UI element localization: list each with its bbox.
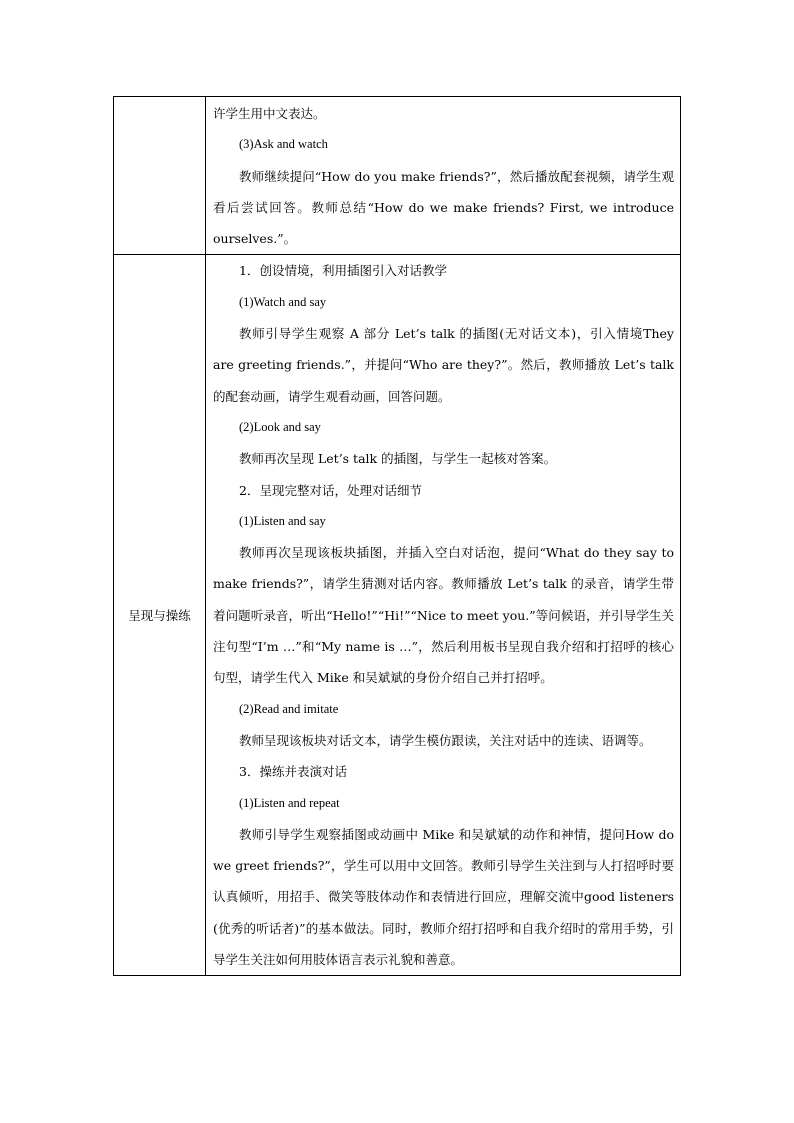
section-heading-3: 3．操练并表演对话 <box>239 764 347 780</box>
lesson-plan-table <box>113 96 681 976</box>
paragraph-listen-and-say: 教师再次呈现该板块插图，并插入空白对话泡，提问“What do they say to make friends?”，请学生猜测对话内容。教师播放 Let’s talk 的录音，请学生带着问题听录音，听出“Hello!”“Hi!”“Nice to meet you.”等问候语，并引导学生关注句型“I’m …”和“My name is …”，然后利用板书呈现自我介绍和打招呼的核心句型，请学生代入 Mike 和吴斌斌的身份介绍自己并打招呼。 <box>213 545 674 686</box>
table-row <box>114 255 681 976</box>
section-heading-2: 2．呈现完整对话，处理对话细节 <box>239 482 422 498</box>
paragraph-watch-and-say: 教师引导学生观察 A 部分 Let’s talk 的插图(无对话文本)，引入情境They are greeting friends.”，并提问“Who are they?”。然后，教师播放 Let’s talk 的配套动画，请学生观看动画，回答问题。 <box>213 326 674 404</box>
step-heading-look-and-say: (2)Look and say <box>239 419 321 434</box>
paragraph-ask-and-watch: 教师继续提问“How do you make friends?”，然后播放配套视频，请学生观看后尝试回答。教师总结“How do we make friends? First, we introduce ourselves.”。 <box>213 168 674 247</box>
stage-label-cell <box>114 97 206 255</box>
content-cell <box>206 255 681 976</box>
paragraph-listen-and-repeat: 教师引导学生观察插图或动画中 Mike 和吴斌斌的动作和神情，提问How do we greet friends?”，学生可以用中文回答。教师引导学生关注到与人打招呼时要认真倾听，用招手、微笑等肢体动作和表情进行回应，理解交流中good listeners (优秀的听话者)”的基本做法。同时，教师介绍打招呼和自我介绍时的常用手势，引导学生关注如何用肢体语言表示礼貌和善意。 <box>213 826 674 968</box>
section-heading-1: 1．创设情境，利用插图引入对话教学 <box>239 263 447 279</box>
step-heading-listen-and-repeat: (1)Listen and repeat <box>239 795 340 810</box>
step-heading-ask-and-watch: (3)Ask and watch <box>239 137 328 152</box>
step-heading-watch-and-say: (1)Watch and say <box>239 294 327 309</box>
step-heading-listen-and-say: (1)Listen and say <box>239 513 326 528</box>
stage-label-cell: 呈现与操练 <box>114 255 206 976</box>
step-heading-read-and-imitate: (2)Read and imitate <box>239 701 339 716</box>
content-cell <box>206 97 681 255</box>
table-row <box>114 97 681 255</box>
paragraph-continuation: 许学生用中文表达。 <box>213 106 326 121</box>
paragraph-look-and-say: 教师再次呈现 Let’s talk 的插图，与学生一起核对答案。 <box>239 451 557 467</box>
paragraph-read-and-imitate: 教师呈现该板块对话文本，请学生模仿跟读，关注对话中的连读、语调等。 <box>239 732 652 748</box>
